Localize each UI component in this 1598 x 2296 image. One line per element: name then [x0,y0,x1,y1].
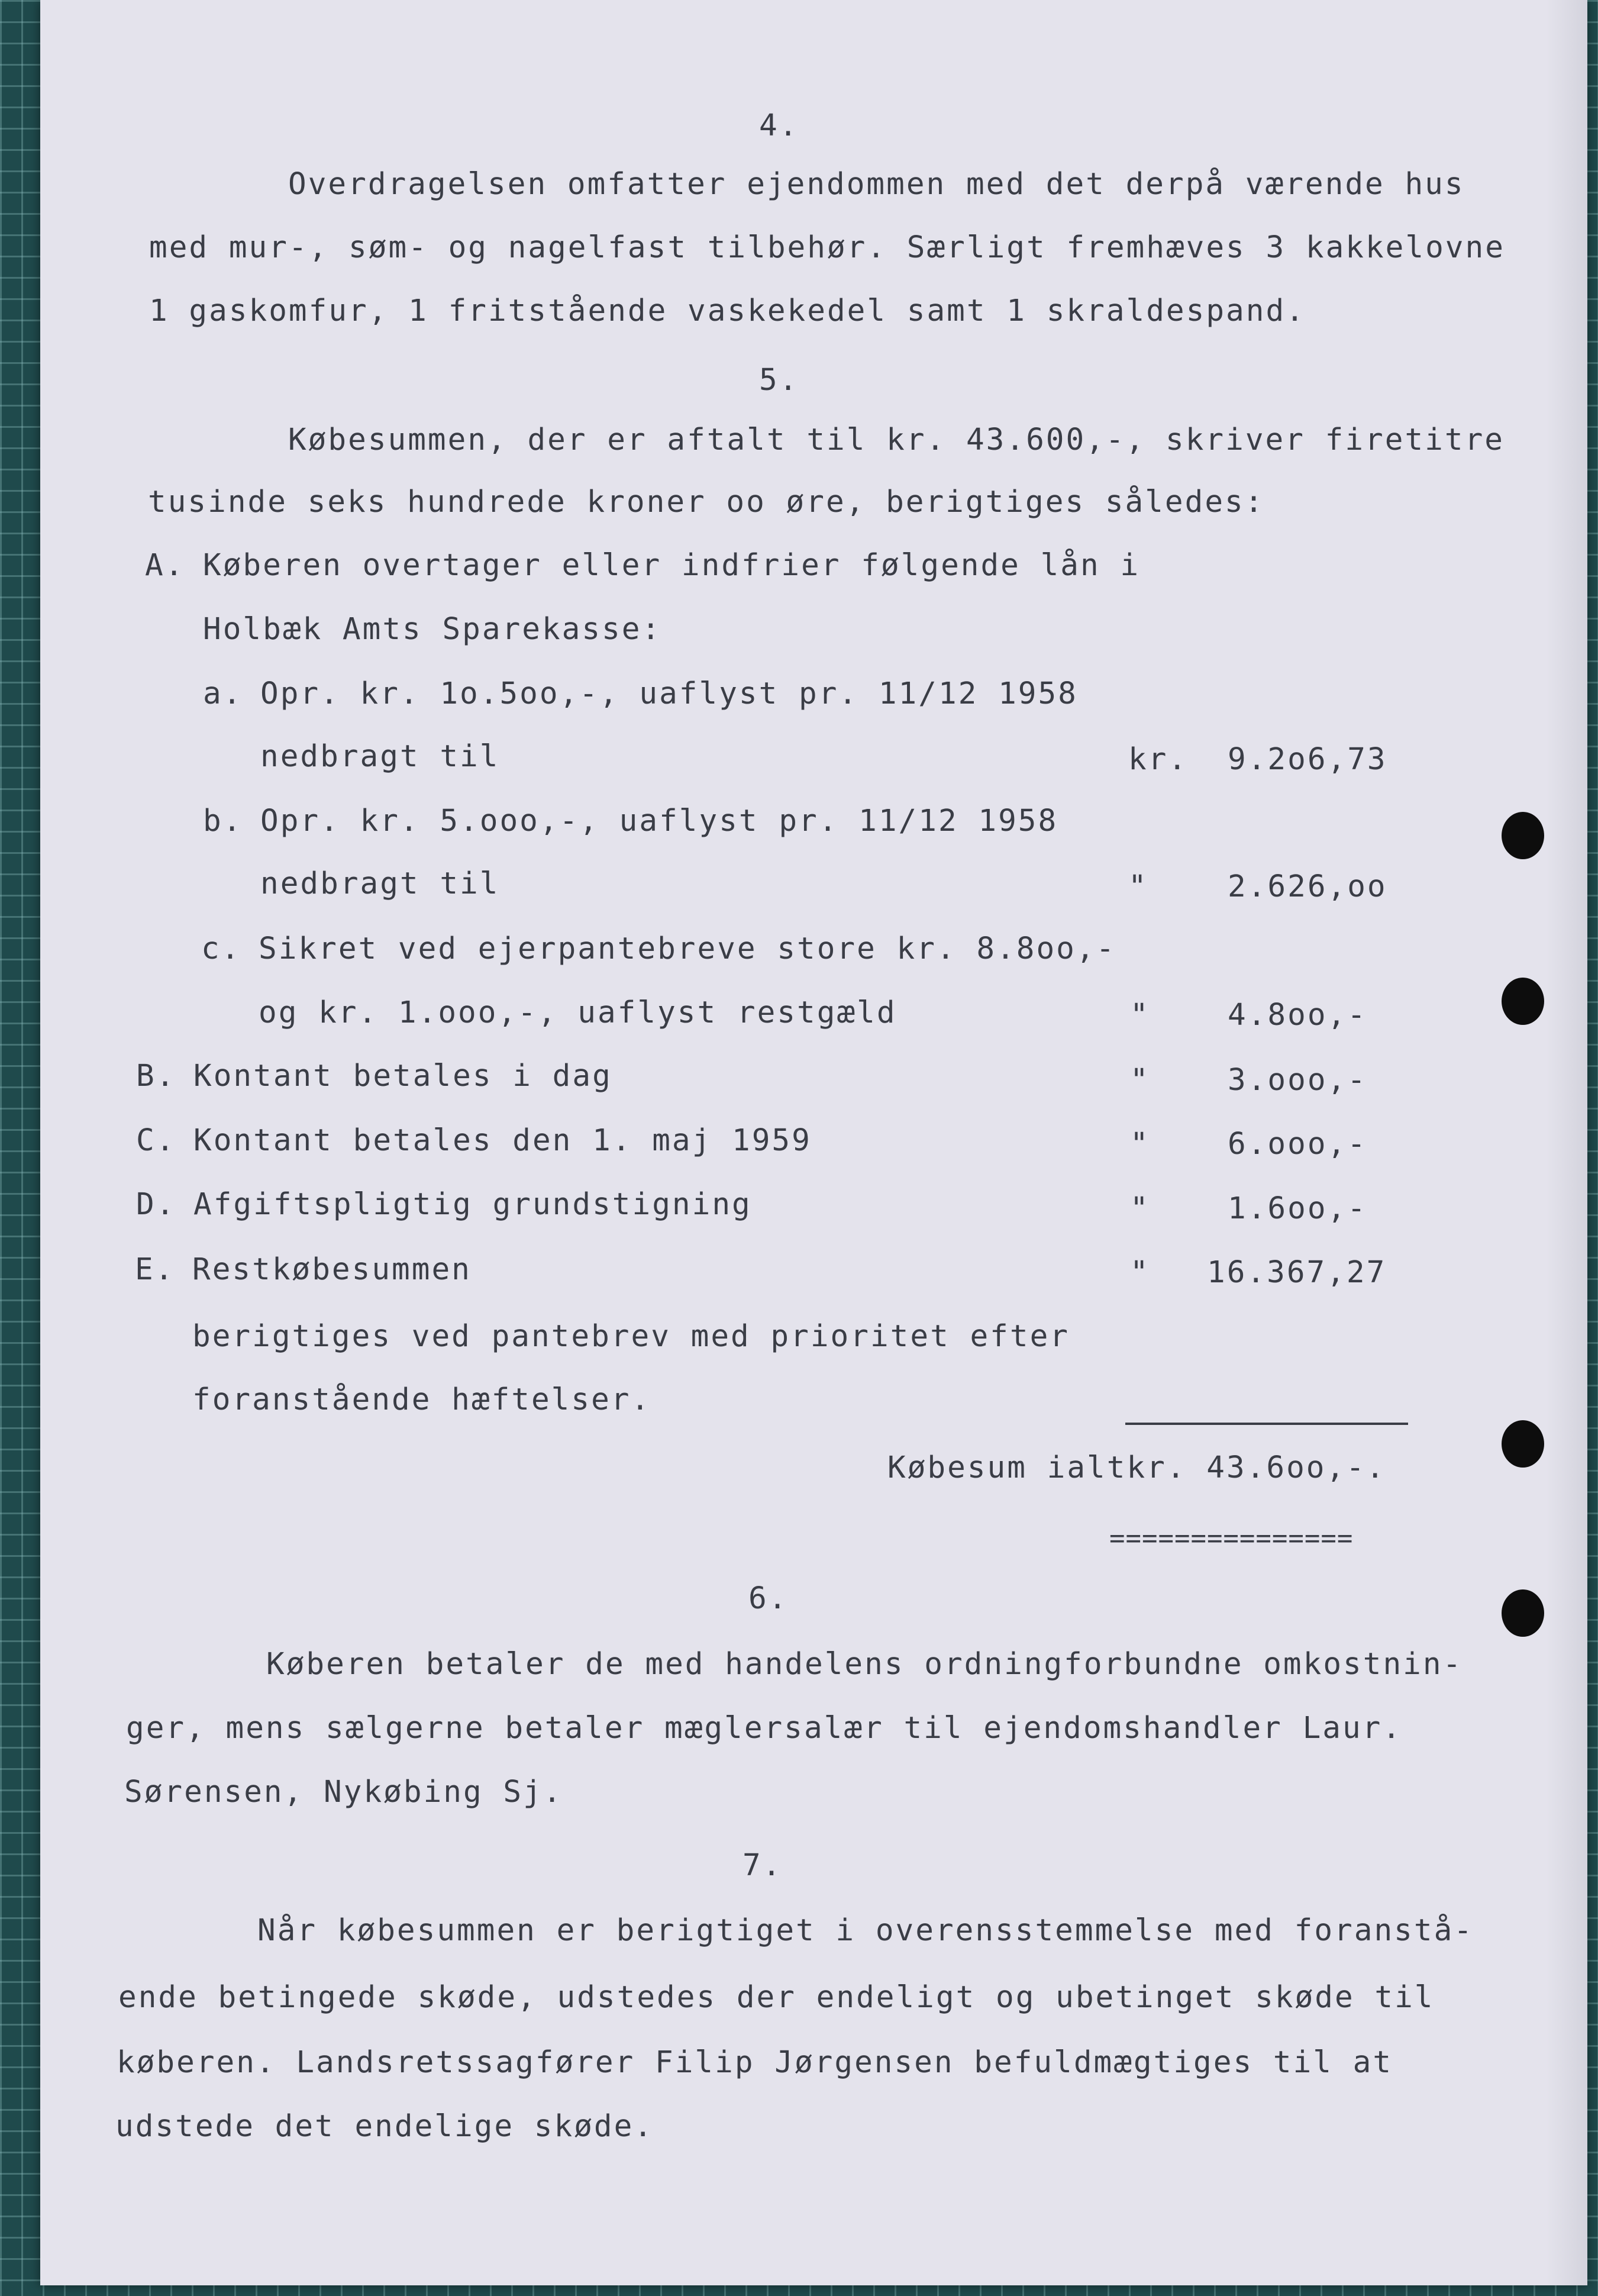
item-text: berigtiges ved pantebrev med prioritet efter [192,1319,1070,1354]
item-text: Holbæk Amts Sparekasse: [203,612,662,647]
amount: 9.2o6,73 [1228,742,1387,777]
item-text: Afgiftspligtig grundstigning [193,1187,752,1222]
currency-mark: " [1128,869,1148,904]
currency-mark: " [1130,1063,1150,1098]
currency-mark: " [1130,998,1150,1033]
amount: 16.367,27 [1207,1255,1387,1290]
section-number: 4. [759,108,799,143]
subitem-label: c. [201,931,241,966]
paragraph-line: ger, mens sælgerne betaler mæglersalær til ejendomshandler Laur. [126,1711,1403,1746]
subitem-text: og kr. 1.ooo,-, uaflyst restgæld [259,995,897,1030]
item-label: A. [145,548,185,583]
amount: 3.ooo,- [1228,1063,1367,1098]
subitem-label: a. [203,676,243,711]
item-label: D. [136,1187,176,1222]
paragraph-line: Når købesummen er berigtiget i overensstemmelse med foranstå- [257,1913,1474,1948]
item-text: Kontant betales den 1. maj 1959 [193,1123,812,1158]
subitem-text: Opr. kr. 5.ooo,-, uaflyst pr. 11/12 1958 [260,804,1058,839]
subitem-text: nedbragt til [260,739,500,774]
subitem-text: Opr. kr. 1o.5oo,-, uaflyst pr. 11/12 1958 [260,676,1078,711]
currency-mark: " [1130,1127,1150,1162]
paragraph-line: tusinde seks hundrede kroner oo øre, berigtiges således: [148,485,1265,520]
paragraph-line: Sørensen, Nykøbing Sj. [124,1775,563,1810]
paragraph-line: udstede det endelige skøde. [115,2109,654,2144]
item-text: foranstående hæftelser. [192,1382,651,1417]
paragraph-line: ende betingede skøde, udstedes der endeligt og ubetinget skøde til [118,1980,1435,2015]
amount: 1.6oo,- [1228,1191,1367,1226]
currency-mark: " [1130,1191,1150,1226]
paragraph-line: med mur-, søm- og nagelfast tilbehør. Særligt fremhæves 3 kakkelovne [149,230,1505,265]
total-line: Købesum ialtkr. 43.6oo,-. [887,1450,1386,1485]
punch-hole [1502,1589,1544,1637]
item-text: Kontant betales i dag [193,1059,612,1094]
paragraph-line: Overdragelsen omfatter ejendommen med det derpå værende hus [288,167,1465,202]
item-label: B. [136,1059,176,1094]
paragraph-line: 1 gaskomfur, 1 fritstående vaskekedel samt 1 skraldespand. [149,294,1306,328]
section-number: 7. [742,1848,783,1883]
section-number: 5. [759,363,799,398]
subitem-text: nedbragt til [260,866,500,901]
sum-underline [1125,1423,1408,1425]
subitem-label: b. [203,804,243,839]
paragraph-line: Køberen betaler de med handelens ordningforbundne omkostnin- [266,1647,1463,1682]
punch-hole [1502,1420,1544,1468]
paragraph-line: Købesummen, der er aftalt til kr. 43.600,-, skriver firetitre [288,423,1505,457]
paragraph-line: køberen. Landsretssagfører Filip Jørgensen befuldmægtiges til at [117,2045,1393,2080]
double-rule: =============== [1109,1523,1354,1553]
punch-hole [1502,812,1544,859]
currency-mark: kr. [1128,742,1189,777]
amount: 4.8oo,- [1228,998,1367,1033]
amount: 6.ooo,- [1228,1127,1367,1162]
currency-mark: " [1130,1255,1150,1290]
subitem-text: Sikret ved ejerpantebreve store kr. 8.8oo,- [259,931,1116,966]
section-number: 6. [748,1581,789,1616]
item-text: Restkøbesummen [192,1252,472,1287]
punch-hole [1502,978,1544,1025]
item-label: C. [136,1123,176,1158]
amount: 2.626,oo [1228,869,1387,904]
item-label: E. [135,1252,175,1287]
item-text: Køberen overtager eller indfrier følgende lån i [203,548,1141,583]
